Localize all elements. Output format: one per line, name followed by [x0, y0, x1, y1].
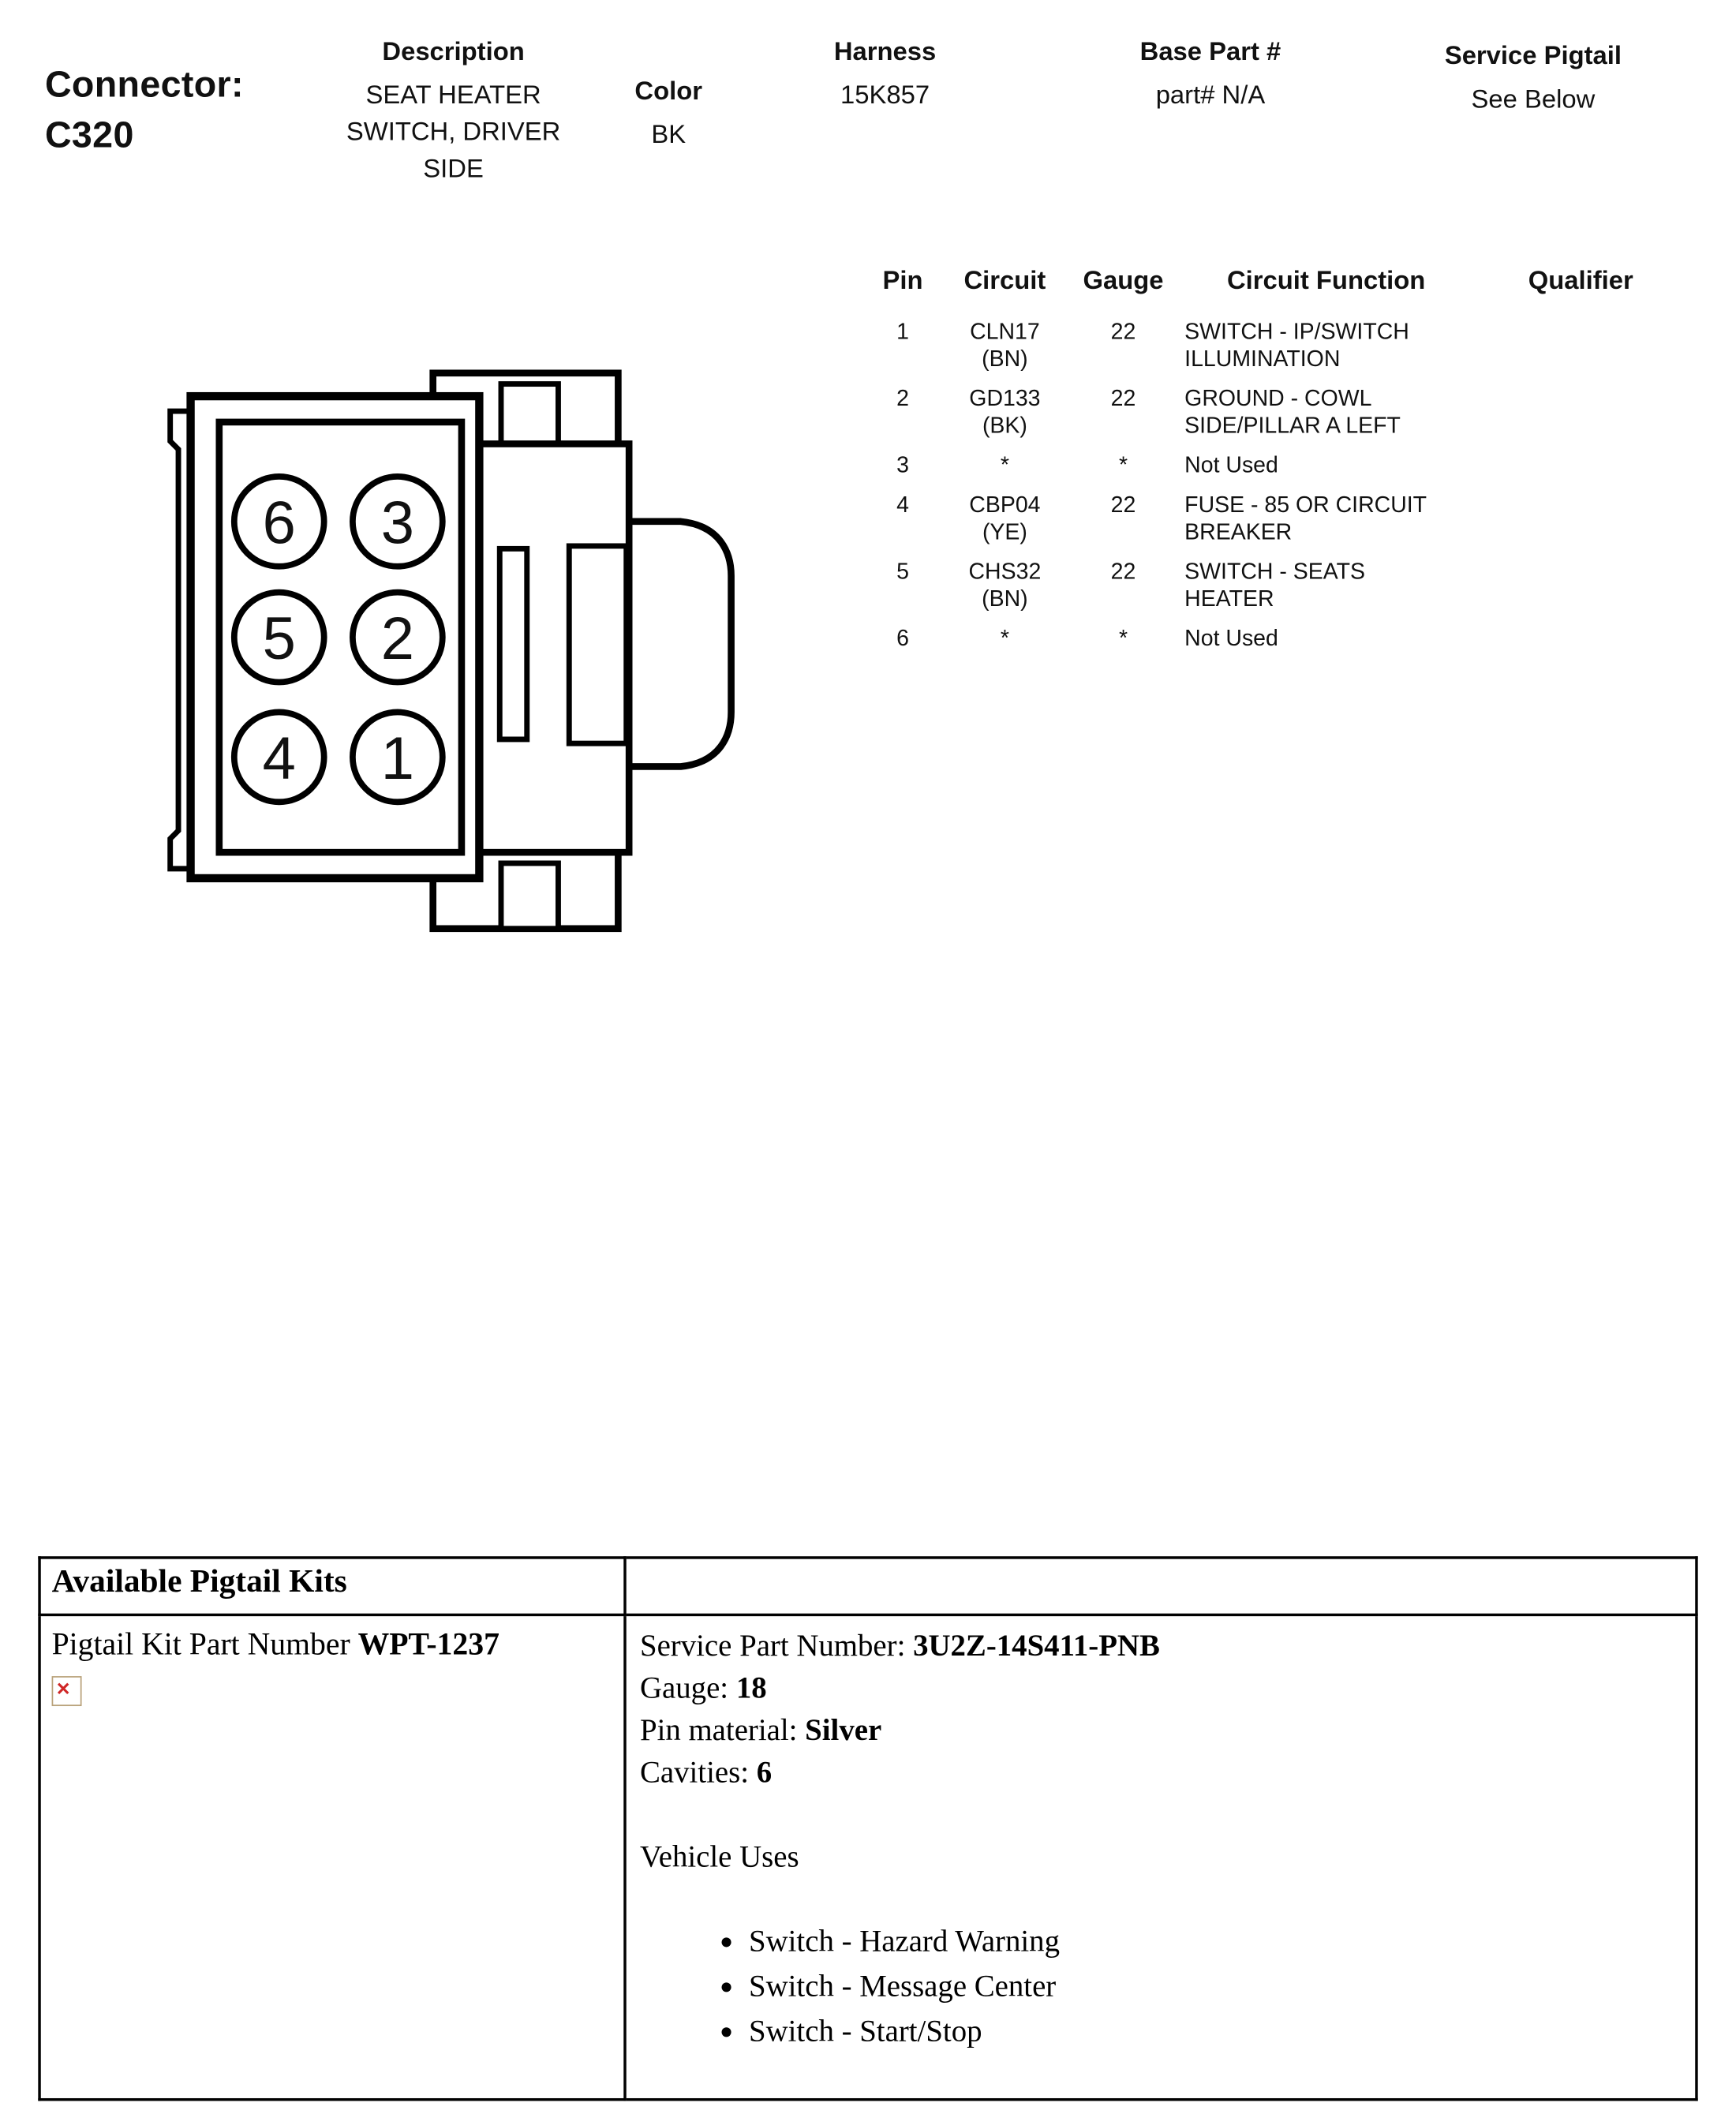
pin-table-header-pin: Pin	[882, 267, 923, 296]
pin-number-label: 6	[262, 489, 296, 557]
color-label: Color	[634, 77, 703, 107]
gauge-line: Gauge: 18	[639, 1671, 767, 1705]
pin-table-header-function: Circuit Function	[1226, 267, 1426, 296]
pin-number-label: 4	[262, 724, 296, 792]
circuit-cell: *	[1000, 453, 1009, 478]
broken-image-x-glyph: ✕	[55, 1678, 71, 1700]
circuit-cell: CBP04 (YE)	[969, 492, 1041, 545]
function-cell: Not Used	[1184, 453, 1278, 478]
pin-cell: 1	[896, 320, 909, 345]
pigtail-kit-number: WPT-1237	[357, 1626, 499, 1662]
qualifier-cell	[1479, 558, 1683, 625]
qualifier-cell	[1479, 385, 1683, 452]
service-part-details-cell	[625, 1614, 1697, 2099]
service-pigtail-value: See Below	[1471, 85, 1596, 114]
pin-material-line: Pin material: Silver	[639, 1712, 882, 1747]
description-column	[345, 38, 563, 188]
pigtail-kit-label: Pigtail Kit Part Number	[51, 1626, 350, 1662]
pin-number-label: 5	[262, 605, 296, 673]
bottom-tab-slot	[501, 863, 558, 929]
pigtail-kits-content-row	[39, 1614, 1697, 2099]
pigtail-kits-title: Available Pigtail Kits	[39, 1558, 625, 1614]
base-part-value: part# N/A	[1155, 81, 1266, 110]
vehicle-uses-list	[640, 1920, 1682, 2052]
vehicle-use-item: • Switch - Message Center	[749, 1965, 1682, 2007]
description-label: Description	[382, 38, 525, 67]
function-cell: Not Used	[1184, 626, 1278, 651]
qualifier-cell	[1479, 625, 1683, 664]
pin-cell: 3	[896, 453, 909, 478]
gauge-cell: 22	[1110, 387, 1136, 412]
gauge-cell: *	[1118, 453, 1128, 478]
function-cell: FUSE - 85 OR CIRCUIT BREAKER	[1184, 492, 1427, 545]
right-slot-narrow	[499, 548, 527, 739]
function-cell: GROUND - COWL SIDE/PILLAR A LEFT	[1184, 387, 1401, 439]
harness-column	[806, 38, 963, 114]
gauge-cell: 22	[1110, 559, 1136, 585]
pigtail-kits-table	[38, 1556, 1697, 2101]
circuit-cell: CHS32 (BN)	[968, 559, 1042, 612]
qualifier-cell	[1479, 452, 1683, 492]
vehicle-use-item: • Switch - Start/Stop	[749, 2010, 1682, 2052]
pigtail-kits-header-spacer	[625, 1558, 1697, 1614]
color-column	[615, 77, 722, 154]
harness-value: 15K857	[840, 81, 930, 110]
pin-table-header-qualifier: Qualifier	[1528, 267, 1633, 296]
circuit-cell: *	[1000, 626, 1009, 651]
vehicle-use-item: • Switch - Hazard Warning	[749, 1920, 1682, 1962]
gauge-cell: 22	[1110, 492, 1136, 518]
qualifier-cell	[1479, 319, 1683, 386]
pigtail-kits-header-row	[39, 1558, 1697, 1614]
pin-cell: 2	[896, 387, 909, 412]
color-value: BK	[651, 121, 687, 150]
service-part-number-line: Service Part Number: 3U2Z-14S411-PNB	[639, 1628, 1160, 1663]
connector-id: C320	[44, 114, 134, 155]
pin-number-label: 2	[380, 605, 414, 673]
base-part-column	[1113, 38, 1307, 114]
pin-table-header-gauge: Gauge	[1083, 267, 1164, 296]
connector-label: Connector:	[44, 64, 244, 105]
pin-cell: 6	[896, 626, 909, 651]
function-cell: SWITCH - SEATS HEATER	[1184, 559, 1366, 612]
pin-table-header-circuit: Circuit	[963, 267, 1046, 296]
circuit-cell: CLN17 (BN)	[970, 320, 1040, 372]
gauge-cell: *	[1118, 626, 1128, 651]
cavities-line: Cavities: 6	[639, 1755, 773, 1790]
right-latch-shape	[629, 522, 731, 767]
service-pigtail-column	[1416, 42, 1651, 118]
service-pigtail-label: Service Pigtail	[1444, 42, 1622, 71]
pin-number-label: 1	[380, 724, 414, 792]
pigtail-kit-cell	[39, 1614, 625, 2099]
connector-diagram	[156, 365, 742, 943]
pin-table	[869, 267, 1702, 664]
circuit-cell: GD133 (BK)	[969, 387, 1041, 439]
description-value: SEAT HEATER SWITCH, DRIVER SIDE	[346, 81, 561, 184]
pin-cell: 4	[896, 492, 909, 518]
pigtail-kit-part-number	[52, 1627, 613, 1663]
gauge-cell: 22	[1110, 320, 1136, 345]
pin-number-label: 3	[380, 489, 414, 557]
connector-title	[45, 60, 244, 161]
broken-image-icon	[52, 1676, 82, 1706]
pin-cell: 5	[896, 559, 909, 585]
vehicle-uses-title: Vehicle Uses	[639, 1839, 799, 1874]
qualifier-cell	[1479, 492, 1683, 559]
right-slot-wide	[569, 546, 626, 743]
function-cell: SWITCH - IP/SWITCH ILLUMINATION	[1184, 320, 1409, 372]
base-part-label: Base Part #	[1139, 38, 1281, 67]
harness-label: Harness	[833, 38, 937, 67]
